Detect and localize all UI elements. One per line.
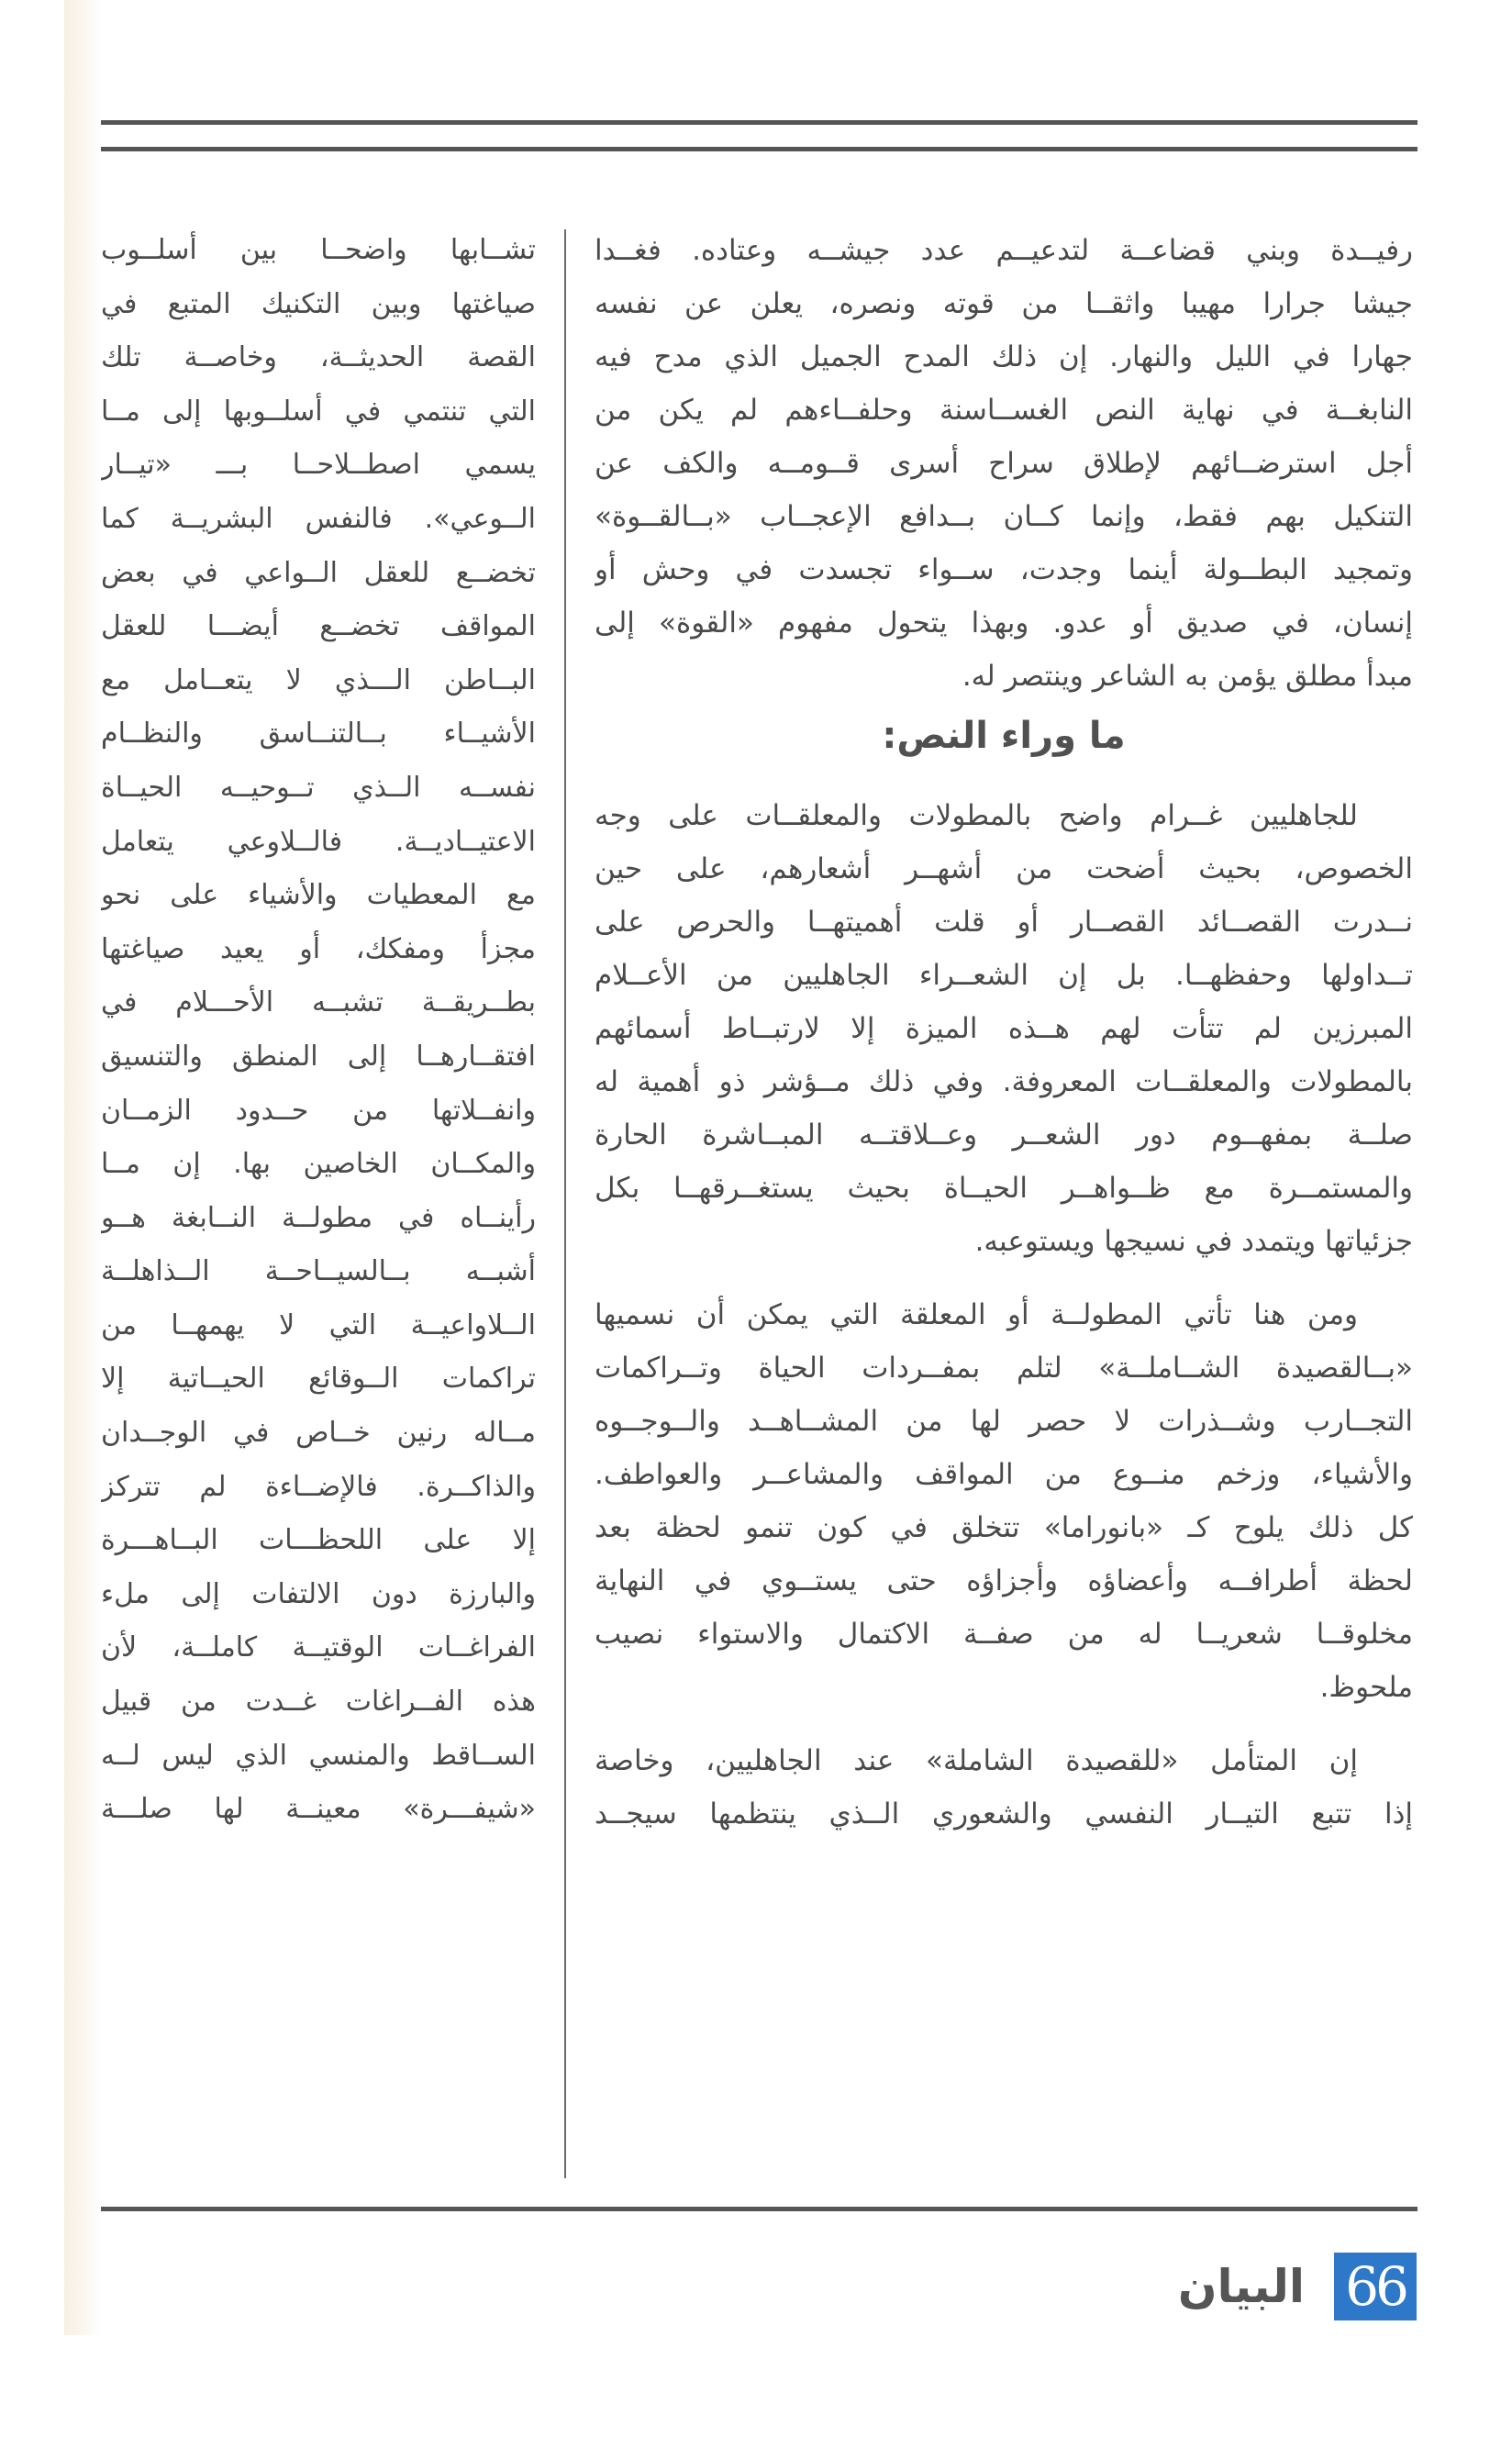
paragraph-4 <box>595 1734 1413 1841</box>
section-heading: ما وراء النص: <box>882 715 1126 757</box>
spacer <box>595 1714 1413 1734</box>
text-line: جزئياتها ويتمدد في نسيجها ويستوعبه. <box>974 1225 1413 1258</box>
text-line: إنسان، في صديق أو عدو. وبهذا يتحول مفهوم «القوة» إلى <box>595 606 1413 640</box>
text-line: صياغتها وبين التكنيك المتبع في <box>101 287 536 320</box>
text-line: الخصوص، بحيث أضحت من أشهــر أشعارهم، على حين <box>595 852 1413 885</box>
text-line: نفســه الــذي تــوحيــه الحيــاة <box>101 771 536 804</box>
text-line: هذه الفــراغات غــدت من قبيل <box>101 1686 536 1719</box>
text-line: ومن هنا تأتي المطولــة أو المعلقة التي يمكن أن نسميها <box>595 1298 1358 1331</box>
text-line: والمستمــرة مع ظــواهــر الحيــاة بحيث يستغــرقهــا بكل <box>595 1172 1413 1205</box>
paragraph-2 <box>595 789 1413 1268</box>
text-line: جهارا في الليل والنهار. إن ذلك المدح الجميل الذي مدح فيه <box>595 340 1413 373</box>
text-line: الفراغــات الوقتيــة كاملــة، لأن <box>101 1631 536 1664</box>
page-footer <box>1178 2253 1417 2320</box>
text-line: كل ذلك يلوح كـ «بانوراما» تتخلق في كون تنمو لحظة بعد <box>595 1511 1413 1544</box>
magazine-title: البيان <box>1177 2260 1305 2313</box>
text-line: تراكمات الــوقائع الحيــاتية إلا <box>101 1363 536 1396</box>
text-line: القصة الحديثــة، وخاصــة تلك <box>101 341 536 374</box>
text-line: مخلوقــا شعريــا له من صفــة الاكتمال والاستواء نصيب <box>595 1618 1413 1651</box>
text-line: مع المعطيات والأشياء على نحو <box>101 879 536 912</box>
text-line: التجــارب وشــذرات لا حصر لها من المشــاهــد والــوجــوه <box>595 1405 1413 1438</box>
paragraph-3 <box>595 1288 1413 1714</box>
text-line: المواقف تخضــع أيضـــا للعقل <box>101 610 536 643</box>
column-divider <box>564 229 566 2178</box>
text-line: مجزأ ومفكك، أو يعيد صياغتها <box>101 932 536 965</box>
text-line: يسمي اصطــلاحــا بـــ «تيــار <box>101 449 536 482</box>
text-line: ملحوظ. <box>1319 1671 1413 1704</box>
text-line: الــلاواعيــة التي لا يهمهــا من <box>101 1308 536 1341</box>
text-line: الأشيــاء بــالتنــاسق والنظــام <box>101 718 536 751</box>
spacer <box>595 1268 1413 1288</box>
text-line: والأشياء، وزخم منــوع من المواقف والمشاعــر والعواطف. <box>595 1458 1413 1491</box>
spacer <box>595 769 1413 789</box>
text-line: أجل استرضــائهم لإطلاق سراح أسرى قــومــه والكف عن <box>595 447 1413 480</box>
text-line: نــدرت القصــائد القصــار أو قلت أهميتهــا والحرص على <box>595 906 1413 939</box>
text-line: رفيــدة وبني قضاعــة لتدعيــم عدد جيشــه وعتاده. فغــدا <box>595 234 1413 267</box>
text-line: والبارزة دون الالتفات إلى ملء <box>101 1577 536 1610</box>
text-line: مــاله رنين خــاص في الوجــدان <box>101 1417 536 1450</box>
text-line: التي تنتمي في أسلــوبها إلى مــا <box>101 395 536 428</box>
text-line: للجاهليين غــرام واضح بالمطولات والمعلقــات على وجه <box>595 799 1358 832</box>
text-line: رأينــاه في مطولــة النــابغة هــو <box>101 1201 536 1234</box>
text-line: التنكيل بهم فقط، وإنما كــان بــدافع الإعجــاب «بــالقــوة» <box>595 500 1413 533</box>
text-line: النابغــة في نهاية النص الغســاسنة وحلفــاءهم لم يكن من <box>595 394 1413 427</box>
text-line: الــوعي». فالنفس البشريــة كما <box>101 502 536 535</box>
text-line: تشــابها واضحــا بين أسلــوب <box>101 234 536 266</box>
footer-rule <box>101 2207 1418 2211</box>
text-line: إلا على اللحظـــات البــاهـــرة <box>101 1524 536 1557</box>
text-line: وانفــلاتها من حــدود الزمــان <box>101 1094 536 1127</box>
text-line: بطــريقــة تشبــه الأحـــلام في <box>101 986 536 1019</box>
article-column-left <box>101 224 536 1837</box>
text-line: المبرزين لم تتأت لهم هــذه الميزة إلا لارتبــاط أسمائهم <box>595 1012 1413 1045</box>
text-line: بالمطولات والمعلقــات المعروفة. وفي ذلك مــؤشر ذو أهمية له <box>595 1065 1413 1098</box>
header-rule-upper <box>101 120 1418 125</box>
text-line: والذاكــرة. فالإضــاءة لم تتركز <box>101 1470 536 1503</box>
text-line: الاعتيــاديــة. فالــلاوعي يتعامل <box>101 825 536 858</box>
text-line: تــداولها وحفظهــا. بل إن الشعــراء الجاهليين من الأعــلام <box>595 959 1413 992</box>
text-line: مبدأ مطلق يؤمن به الشاعر وينتصر له. <box>962 660 1413 693</box>
text-line: والمكــان الخاصين بها. إن مــا <box>101 1148 536 1181</box>
scan-margin-shadow <box>64 0 101 2335</box>
text-line: إذا تتبع التيــار النفسي والشعوري الــذي ينتظمها سيجــد <box>595 1797 1413 1831</box>
paragraph-1 <box>595 224 1413 703</box>
text-line: الســاقط والمنسي الذي ليس لــه <box>101 1739 536 1772</box>
text-line: لحظة أطرافــه وأعضاؤه وأجزاؤه حتى يستــوي في النهاية <box>595 1564 1413 1597</box>
page-number-badge: 66 <box>1334 2253 1417 2320</box>
text-line: أشبــه بــالسيــاحــة الــذاهلــة <box>101 1255 536 1288</box>
text-line: افتقــارهــا إلى المنطق والتنسيق <box>101 1040 536 1073</box>
text-line: صلــة بمفهــوم دور الشعــر وعــلاقتــه المبــاشرة الحارة <box>595 1118 1413 1152</box>
text-line: وتمجيد البطــولة أينما وجدت، ســواء تجسدت في وحش أو <box>595 553 1413 586</box>
text-line: إن المتأمل «للقصيدة الشاملة» عند الجاهليين، وخاصة <box>595 1744 1358 1777</box>
text-line: جيشا جرارا مهيبا واثقــا من قوته ونصره، يعلن عن نفسه <box>595 287 1413 320</box>
text-line: «شيفـــرة» معينــة لها صلـــة <box>101 1793 536 1826</box>
text-line: «بــالقصيدة الشــاملــة» لتلم بمفــردات الحياة وتــراكمات <box>595 1352 1413 1385</box>
header-rule-lower <box>101 147 1418 151</box>
text-line: البــاطن الـــذي لا يتعــامل مع <box>101 663 536 696</box>
text-line: تخضــع للعقل الــواعي في بعض <box>101 556 536 589</box>
article-column-right <box>595 224 1413 1841</box>
